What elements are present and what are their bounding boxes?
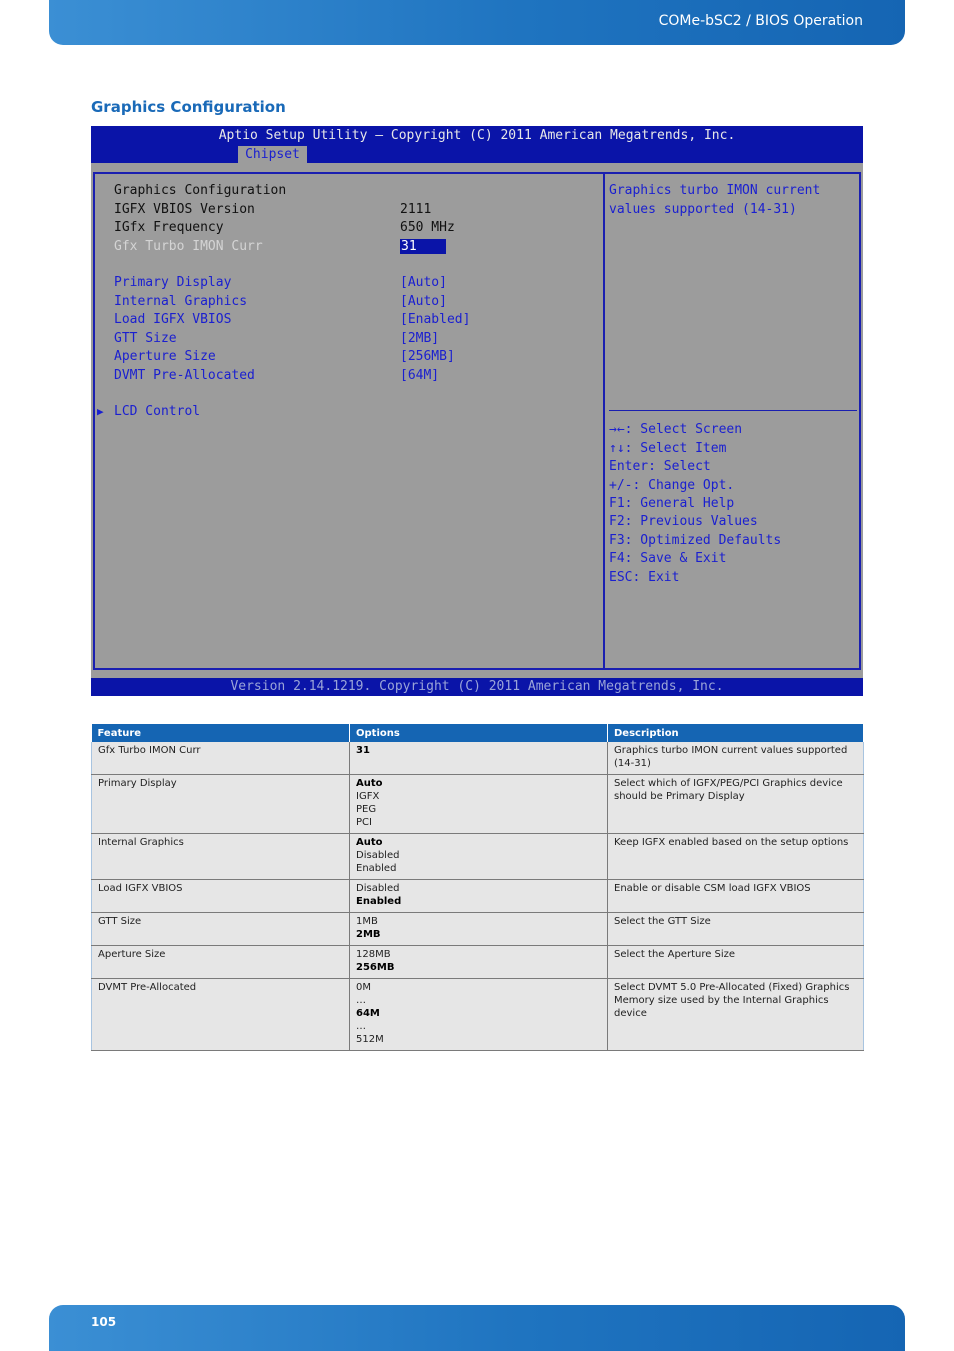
page-number: 105: [91, 1315, 117, 1329]
description-cell: Enable or disable CSM load IGFX VBIOS: [608, 880, 864, 913]
option-label[interactable]: Internal Graphics: [114, 294, 248, 309]
option-label[interactable]: Aperture Size: [114, 349, 216, 364]
document-title: COMe-bSC2 / BIOS Operation: [658, 13, 863, 29]
option-item: 1MB: [356, 916, 378, 927]
key-hint: F4: Save & Exit: [609, 551, 727, 566]
option-value[interactable]: [2MB]: [400, 331, 440, 346]
option-label[interactable]: Primary Display: [114, 275, 232, 290]
bios-heading: Graphics Configuration: [114, 183, 287, 198]
help-text: values supported (14-31): [609, 202, 797, 217]
options-cell: [350, 775, 608, 834]
description-cell: Keep IGFX enabled based on the setup options: [608, 834, 864, 880]
feature-cell: Primary Display: [92, 775, 350, 834]
feature-cell: Aperture Size: [92, 946, 350, 979]
feature-cell: Internal Graphics: [92, 834, 350, 880]
option-item: 31: [356, 745, 370, 756]
description-cell: Select which of IGFX/PEG/PCI Graphics device should be Primary Display: [608, 775, 864, 834]
key-hint: F1: General Help: [609, 496, 735, 511]
option-label[interactable]: DVMT Pre-Allocated: [114, 368, 255, 383]
option-item: 64M: [356, 1008, 380, 1019]
table-row: [92, 742, 864, 775]
table-row: [92, 834, 864, 880]
option-item: Auto: [356, 778, 383, 789]
option-item: 128MB: [356, 949, 391, 960]
info-value: 2111: [400, 202, 432, 217]
key-hint: →←: Select Screen: [609, 422, 743, 437]
key-hint: F3: Optimized Defaults: [609, 533, 782, 548]
description-cell: Graphics turbo IMON current values supported (14-31): [608, 742, 864, 775]
option-item: 2MB: [356, 929, 381, 940]
footer-bar: [49, 1305, 905, 1351]
table-body: [92, 742, 864, 1051]
option-gfx-turbo-imon-value[interactable]: [400, 238, 446, 255]
options-cell: [350, 834, 608, 880]
tab-chipset[interactable]: Chipset: [238, 146, 307, 163]
option-item: Disabled: [356, 883, 400, 894]
options-cell: [350, 946, 608, 979]
header-bar: [49, 0, 905, 45]
option-item: Disabled: [356, 850, 400, 861]
option-item: Auto: [356, 837, 383, 848]
feature-cell: GTT Size: [92, 913, 350, 946]
options-cell: [350, 979, 608, 1051]
description-cell: Select the GTT Size: [608, 913, 864, 946]
key-hint: ↑↓: Select Item: [609, 441, 727, 456]
selected-value[interactable]: 31: [400, 239, 446, 254]
option-item: …: [356, 995, 366, 1006]
option-value[interactable]: [256MB]: [400, 349, 455, 364]
bios-screenshot: [91, 126, 863, 696]
option-item: Enabled: [356, 896, 402, 907]
option-value[interactable]: [Auto]: [400, 275, 447, 290]
help-separator: [609, 410, 857, 411]
options-cell: [350, 880, 608, 913]
option-item: 512M: [356, 1034, 384, 1045]
option-value[interactable]: [Auto]: [400, 294, 447, 309]
column-header: Feature: [92, 724, 350, 742]
info-label: IGFX VBIOS Version: [114, 202, 255, 217]
table-row: [92, 979, 864, 1051]
options-cell: [350, 742, 608, 775]
feature-cell: Load IGFX VBIOS: [92, 880, 350, 913]
table-row: [92, 913, 864, 946]
table-row: [92, 880, 864, 913]
bios-title-bar: [91, 126, 863, 163]
option-label[interactable]: GTT Size: [114, 331, 177, 346]
key-hint: ESC: Exit: [609, 570, 680, 585]
feature-table: [91, 724, 864, 1051]
option-item: …: [356, 1021, 366, 1032]
option-label[interactable]: Load IGFX VBIOS: [114, 312, 232, 327]
feature-cell: Gfx Turbo IMON Curr: [92, 742, 350, 775]
info-label: IGfx Frequency: [114, 220, 224, 235]
option-item: PEG: [356, 804, 377, 815]
option-value[interactable]: [64M]: [400, 368, 440, 383]
option-value[interactable]: [Enabled]: [400, 312, 471, 327]
option-item: 256MB: [356, 962, 395, 973]
option-item: 0M: [356, 982, 371, 993]
option-item: IGFX: [356, 791, 380, 802]
table-header-row: [92, 724, 864, 742]
option-item: PCI: [356, 817, 372, 828]
submenu-arrow-icon: ▶: [97, 405, 104, 418]
table-row: [92, 946, 864, 979]
column-header: Options: [350, 724, 608, 742]
option-gfx-turbo-imon-label[interactable]: Gfx Turbo IMON Curr: [114, 239, 263, 254]
feature-cell: DVMT Pre-Allocated: [92, 979, 350, 1051]
key-hint: +/-: Change Opt.: [609, 478, 735, 493]
description-cell: Select the Aperture Size: [608, 946, 864, 979]
table-row: [92, 775, 864, 834]
column-header: Description: [608, 724, 864, 742]
bios-version: Version 2.14.1219. Copyright (C) 2011 American Megatrends, Inc.: [91, 678, 863, 696]
options-cell: [350, 913, 608, 946]
bios-title: Aptio Setup Utility – Copyright (C) 2011 American Megatrends, Inc.: [218, 128, 736, 143]
key-hint: F2: Previous Values: [609, 514, 758, 529]
help-text: Graphics turbo IMON current: [609, 183, 821, 198]
section-title: Graphics Configuration: [91, 98, 286, 116]
submenu-lcd-control[interactable]: LCD Control: [114, 404, 201, 419]
option-item: Enabled: [356, 863, 397, 874]
info-value: 650 MHz: [400, 220, 455, 235]
bios-divider: [603, 172, 605, 670]
key-hint: Enter: Select: [609, 459, 711, 474]
description-cell: Select DVMT 5.0 Pre-Allocated (Fixed) Graphics Memory size used by the Internal Graphics device: [608, 979, 864, 1051]
